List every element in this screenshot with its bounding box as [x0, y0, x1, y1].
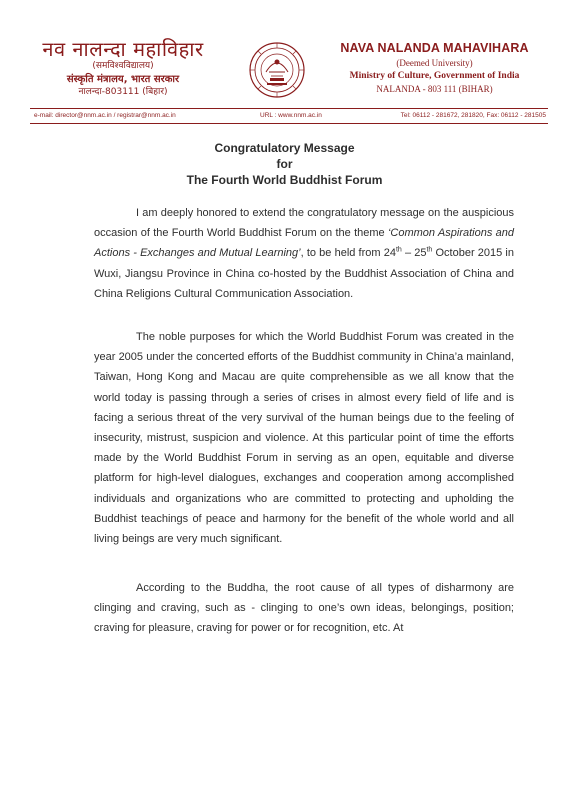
hindi-ministry: संस्कृति मंत्रालय, भारत सरकार — [66, 74, 180, 85]
paragraph-1-text-b: , to be held from 24 — [300, 247, 396, 260]
title-line-1: Congratulatory Message — [214, 141, 355, 155]
title-line-3: The Fourth World Buddhist Forum — [186, 173, 383, 187]
paragraph-1 — [94, 203, 514, 304]
hindi-subtitle: (समविश्वविद्यालय) — [92, 61, 154, 71]
paragraph-2-text: The noble purposes for which the World Buddhist Forum was created in the year 2005 under the concerted efforts of the Buddhist community in China’a mainland, Taiwan, Hong Kong and Macau are quite comprehensible as we all know that the world today is passing through a series of crises in almost every field of life and is facing a serious threat of the very survival of the human beings due to the feeling of insecurity, mistrust, suspicion and violence. At this particular point of time the efforts made by the World Buddhist Forum in serving as an open, equitable and diverse platform for high-level dialogues, exchanges and cooperation among accomplished individuals and organizations who are committed to protecting and upholding the Buddhist teachings of peace and harmony for the benefit of the whole world and all living beings are very much significant. — [94, 331, 514, 546]
paragraph-1-text-a: I am deeply honored to extend the congratulatory message on the auspicious occasion of the Fourth World Buddhist Forum on the theme — [94, 207, 514, 240]
forum-theme: ‘Common Aspirations and Actions - Exchanges and Mutual Learning’ — [94, 227, 514, 260]
hindi-institution-name: नव नालन्दा महाविहार — [42, 37, 204, 61]
contact-phone: Tel: 06112 - 281672, 281820, Fax: 06112 - 281505 — [400, 112, 546, 119]
contact-url: URL : www.nnm.ac.in — [260, 112, 322, 119]
letterhead-english-block — [322, 40, 547, 96]
message-title — [0, 140, 569, 188]
hindi-place: नालन्दा-803111 (बिहार) — [78, 87, 168, 97]
english-place: NALANDA - 803 111 (BIHAR) — [376, 84, 493, 94]
letterhead-hindi-block — [28, 38, 218, 99]
date-suffix-1: th — [395, 246, 402, 254]
paragraph-2 — [94, 327, 514, 549]
letterhead-rule-bottom — [30, 123, 548, 124]
english-subtitle: (Deemed University) — [396, 58, 473, 68]
english-ministry: Ministry of Culture, Government of India — [349, 71, 520, 81]
paragraph-3-text: According to the Buddha, the root cause of all types of disharmony are clinging and craving, such as - clinging to one’s own ideas, belongings, position; craving for pleasure, craving for power or for recognition, etc. At — [94, 582, 514, 635]
english-institution-name: NAVA NALANDA MAHAVIHARA — [340, 41, 529, 55]
paragraph-1-text-d: October 2015 in Wuxi, Jiangsu Province in China co-hosted by the Buddhist Association of China and China Religions Cultural Communication Association. — [94, 247, 514, 300]
letterhead-rule-top — [30, 108, 548, 109]
contact-email: e-mail: director@nnm.ac.in / registrar@nnm.ac.in — [34, 112, 176, 119]
title-line-2: for — [276, 157, 293, 171]
university-emblem-icon — [248, 40, 306, 100]
date-suffix-2: th — [426, 246, 433, 254]
paragraph-3 — [94, 578, 514, 639]
paragraph-1-text-c: – 25 — [401, 247, 427, 260]
